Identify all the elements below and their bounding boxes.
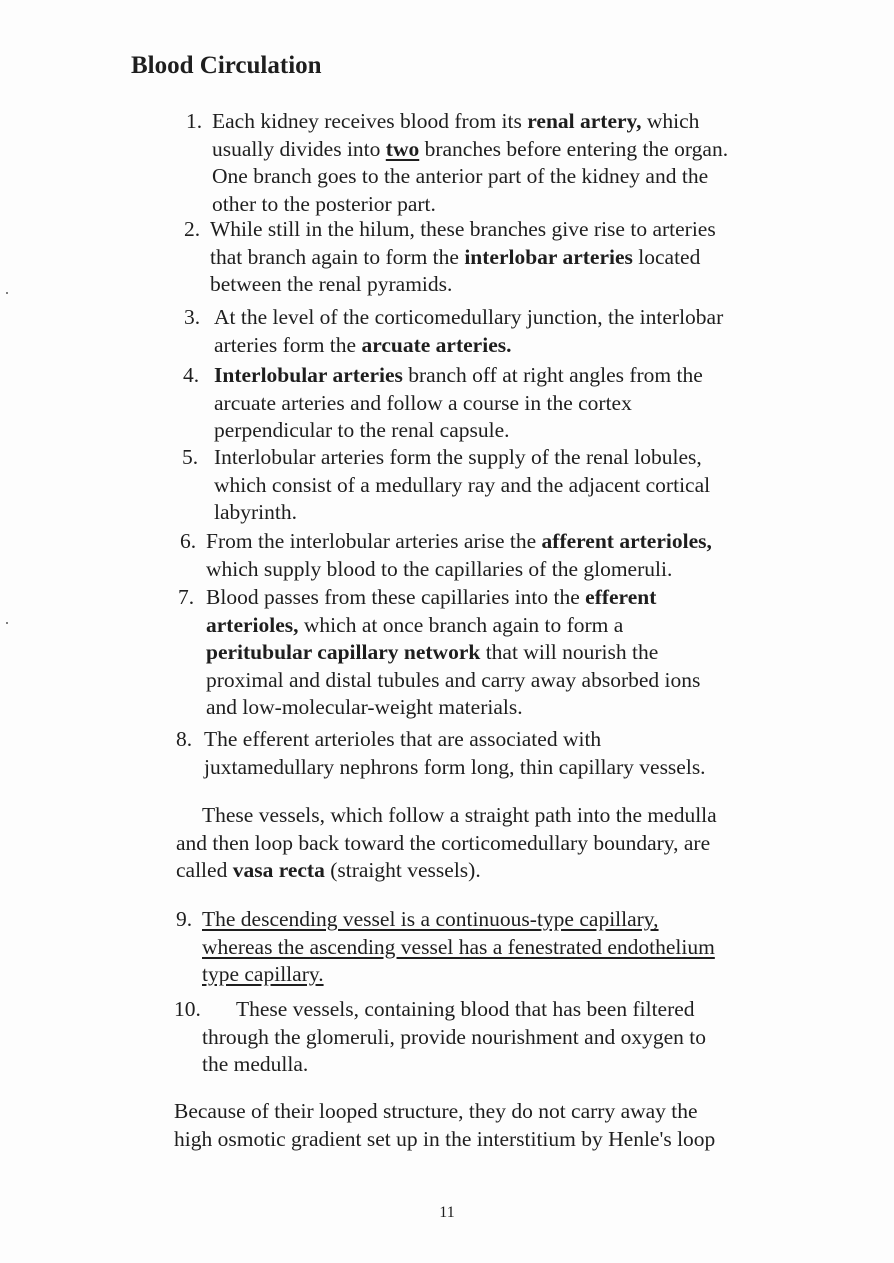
text-run: proximal and distal tubules and carry away absorbed ions: [206, 667, 701, 692]
bold-term: renal artery,: [527, 109, 642, 133]
item-number: 4.: [183, 363, 200, 387]
item-number: 7.: [178, 585, 195, 609]
text-run: usually divides into: [212, 136, 386, 161]
text-line: [214, 472, 710, 500]
text-line: [204, 726, 706, 754]
text-line: [174, 1126, 814, 1154]
text-run: whereas the ascending vessel has a fenestrated endothelium: [202, 934, 715, 959]
text-run: branch off at right angles from the: [402, 363, 703, 387]
text-run: These vessels, which follow a straight path into the medulla: [202, 803, 717, 827]
page-title: Blood Circulation: [131, 52, 322, 79]
text-run: The efferent arterioles that are associated with: [204, 727, 602, 751]
text-run: between the renal pyramids.: [210, 272, 453, 296]
item-number: 3.: [184, 305, 201, 329]
bold-term: Interlobular arteries: [214, 363, 403, 387]
text-line: [206, 556, 712, 584]
text-run: From the interlobular arteries arise the: [206, 529, 542, 553]
item-number: 5.: [182, 445, 199, 469]
item-text: [202, 906, 715, 989]
bold-term: interlobar arteries: [464, 244, 633, 269]
text-line: [206, 612, 700, 640]
text-run: which at once branch again to form a: [298, 612, 624, 637]
text-line: [214, 417, 703, 445]
text-line: [212, 108, 728, 136]
text-run: located: [632, 244, 701, 269]
scan-speck: [6, 292, 8, 294]
text-line: [214, 390, 703, 418]
item-text: [214, 304, 723, 359]
text-run: labyrinth.: [214, 500, 297, 524]
text-run: While still in the hilum, these branches give rise to arteries: [210, 217, 716, 241]
text-line: [202, 1024, 706, 1052]
text-line: [176, 830, 816, 858]
text-line: [212, 163, 728, 191]
text-line: [202, 961, 715, 989]
item-number: 8.: [176, 727, 193, 751]
bold-term: peritubular capillary network: [206, 640, 481, 664]
text-run: Interlobular arteries form the supply of the renal lobules,: [214, 445, 702, 469]
item-text: [202, 996, 706, 1079]
text-line: [206, 694, 700, 722]
text-line: [176, 857, 816, 885]
bold-term: arterioles,: [206, 612, 299, 637]
text-line: [210, 271, 716, 299]
text-run: and low-molecular-weight materials.: [206, 695, 523, 719]
item-text: [206, 528, 712, 583]
text-run: These vessels, containing blood that has been filtered: [236, 997, 695, 1021]
text-line: [204, 754, 706, 782]
text-line: [212, 136, 728, 164]
item-number: 6.: [180, 529, 197, 553]
text-run: type capillary.: [202, 962, 324, 986]
text-line: [214, 304, 723, 332]
text-line: [210, 216, 716, 244]
text-run: arcuate arteries and follow a course in the cortex: [214, 390, 632, 415]
text-line: [210, 244, 716, 272]
vasa-recta-paragraph: [176, 802, 816, 885]
text-run: The descending vessel is a continuous-type capillary,: [202, 907, 659, 931]
text-run: which consist of a medullary ray and the adjacent cortical: [214, 472, 711, 497]
text-run: perpendicular to the renal capsule.: [214, 418, 510, 442]
text-run: One branch goes to the anterior part of the kidney and the: [212, 164, 709, 188]
text-line: [214, 362, 703, 390]
text-line: [206, 528, 712, 556]
text-run: that branch again to form the: [210, 244, 465, 269]
text-run: Because of their looped structure, they do not carry away the: [174, 1099, 698, 1123]
text-run: that will nourish the: [480, 640, 659, 664]
text-run: other to the posterior part.: [212, 191, 436, 216]
item-text: [206, 584, 700, 722]
text-line: [202, 934, 715, 962]
text-run: and then loop back toward the corticomedullary boundary, are: [176, 830, 711, 855]
closing-paragraph: [174, 1098, 814, 1153]
bold-term: two: [385, 136, 420, 161]
text-run: called: [176, 858, 233, 882]
item-text: [214, 444, 710, 527]
scan-speck: [6, 622, 8, 624]
text-run: Blood passes from these capillaries into the: [206, 585, 586, 609]
text-line: [214, 332, 723, 360]
item-text: [204, 726, 706, 781]
text-line: [214, 499, 710, 527]
bold-term: afferent arterioles,: [541, 529, 712, 553]
bold-term: vasa recta: [232, 858, 325, 882]
text-line: [212, 191, 728, 219]
text-line: [206, 639, 700, 667]
text-run: through the glomeruli, provide nourishment and oxygen to: [202, 1024, 706, 1049]
text-run: which: [641, 109, 700, 133]
item-number: 9.: [176, 907, 193, 931]
text-line: [202, 1051, 706, 1079]
text-line: [214, 444, 710, 472]
text-run: arteries form the: [214, 332, 362, 357]
text-line: [202, 996, 706, 1024]
text-line: [202, 906, 715, 934]
text-run: At the level of the corticomedullary junction, the interlobar: [214, 305, 724, 329]
item-text: [212, 108, 728, 218]
text-run: the medulla.: [202, 1052, 309, 1076]
text-run: juxtamedullary nephrons form long, thin capillary vessels.: [204, 754, 706, 779]
item-text: [214, 362, 703, 445]
text-line: [206, 667, 700, 695]
text-line: [176, 802, 816, 830]
bold-term: efferent: [585, 585, 657, 609]
item-number: 1.: [186, 109, 203, 133]
item-number: 10.: [174, 997, 201, 1021]
text-run: Each kidney receives blood from its: [212, 109, 528, 133]
item-text: [210, 216, 716, 299]
text-line: [174, 1098, 814, 1126]
text-run: high osmotic gradient set up in the interstitium by Henle's loop: [174, 1126, 716, 1151]
item-number: 2.: [184, 217, 201, 241]
page-number: 11: [439, 1204, 455, 1221]
bold-term: arcuate arteries.: [361, 332, 512, 357]
text-run: which supply blood to the capillaries of the glomeruli.: [206, 556, 673, 581]
text-line: [206, 584, 700, 612]
text-run: (straight vessels).: [324, 858, 481, 882]
text-run: branches before entering the organ.: [419, 136, 729, 161]
